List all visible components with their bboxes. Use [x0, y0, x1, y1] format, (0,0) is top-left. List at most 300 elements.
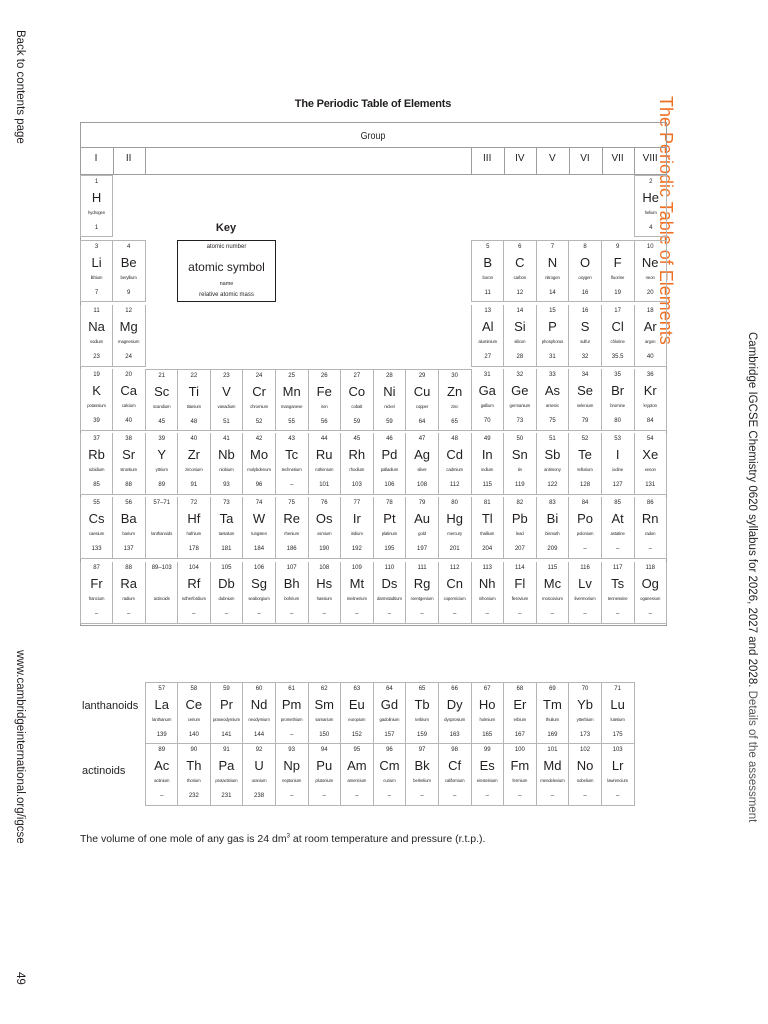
element-cell — [602, 369, 635, 431]
element-name: vanadium — [217, 404, 236, 409]
element-symbol: Zn — [447, 384, 463, 399]
element-symbol: La — [154, 697, 169, 712]
actinoids-label: actinoids — [82, 765, 126, 777]
relative-atomic-mass: 181 — [221, 546, 232, 552]
element-symbol: Rf — [187, 576, 201, 591]
relative-atomic-mass: 93 — [223, 482, 230, 488]
element-cell — [276, 562, 309, 624]
element-cell — [569, 369, 602, 431]
element-name: gallium — [480, 403, 494, 408]
element-symbol: Al — [481, 319, 494, 334]
element-symbol: Po — [577, 511, 593, 526]
element-name: chlorine — [610, 339, 625, 344]
element-name: americium — [347, 778, 367, 783]
atomic-number: 44 — [320, 436, 328, 442]
relative-atomic-mass: 27 — [484, 354, 492, 360]
element-symbol: Pd — [381, 447, 398, 462]
group-numeral: V — [549, 153, 556, 164]
element-symbol: Nd — [250, 697, 268, 712]
element-symbol: Hs — [316, 576, 333, 591]
element-name: caesium — [88, 531, 105, 536]
atomic-number: 18 — [646, 308, 654, 314]
element-name: tantalum — [218, 531, 235, 536]
element-symbol: Sr — [122, 447, 136, 462]
element-name: rubidium — [88, 467, 105, 472]
element-name: germanium — [509, 403, 531, 408]
relative-atomic-mass: 73 — [516, 418, 524, 424]
relative-atomic-mass: 157 — [384, 732, 395, 738]
element-name: carbon — [513, 275, 527, 280]
element-name: tungsten — [251, 531, 267, 536]
relative-atomic-mass: 108 — [417, 482, 428, 488]
element-cell — [276, 497, 309, 559]
element-name: cadmium — [446, 467, 463, 472]
element-name: ruthenium — [315, 467, 334, 472]
atomic-number: 22 — [190, 373, 198, 379]
element-name: francium — [88, 596, 105, 601]
element-name: silver — [417, 467, 427, 472]
atomic-number: 29 — [418, 373, 426, 379]
element-symbol: Cs — [88, 511, 105, 526]
element-symbol: Ac — [154, 758, 170, 773]
element-cell — [504, 497, 537, 559]
relative-atomic-mass: 59 — [386, 419, 393, 425]
atomic-number: 107 — [286, 565, 297, 571]
relative-atomic-mass: 167 — [514, 732, 525, 738]
atomic-number: 87 — [93, 565, 100, 571]
relative-atomic-mass: – — [420, 611, 424, 617]
relative-atomic-mass: – — [355, 793, 359, 799]
element-name: terbium — [415, 717, 429, 722]
element-symbol: Lr — [611, 758, 624, 773]
element-cell — [602, 744, 635, 806]
element-name: chromium — [250, 404, 269, 409]
atomic-number: 56 — [125, 500, 132, 506]
relative-atomic-mass: – — [550, 611, 555, 617]
relative-atomic-mass: 96 — [255, 482, 263, 488]
atomic-number: 83 — [549, 500, 556, 506]
relative-atomic-mass: – — [648, 546, 652, 552]
relative-atomic-mass: 12 — [516, 290, 524, 296]
atomic-number: 17 — [614, 308, 621, 314]
element-name: darmstadtium — [377, 596, 402, 601]
key-heading: Key — [215, 222, 237, 234]
atomic-number: 58 — [190, 686, 198, 692]
element-symbol: Yb — [577, 697, 593, 712]
syllabus-running-header — [746, 332, 758, 822]
relative-atomic-mass: – — [289, 611, 294, 617]
element-name: iron — [320, 404, 328, 409]
element-name: cobalt — [351, 404, 363, 409]
element-cell — [536, 682, 569, 744]
element-symbol: Rn — [641, 511, 659, 526]
element-cell — [471, 240, 504, 302]
element-cell — [145, 433, 178, 495]
numeral-divider — [536, 147, 537, 174]
running-section: Details of the assessment — [746, 690, 758, 823]
element-cell — [373, 562, 406, 624]
element-symbol: Cm — [379, 758, 400, 773]
element-symbol: Br — [611, 383, 625, 398]
element-symbol: Sg — [251, 576, 267, 591]
element-name: lawrencium — [607, 778, 628, 783]
atomic-number: 52 — [581, 436, 589, 442]
element-name: actinium — [154, 778, 170, 783]
element-name: rhodium — [349, 467, 365, 472]
element-symbol: Tl — [481, 511, 493, 526]
element-name: beryllium — [120, 275, 137, 280]
element-name: plutonium — [315, 778, 334, 783]
element-cell — [145, 682, 178, 744]
element-cell — [471, 497, 504, 559]
element-name: neodymium — [248, 717, 270, 722]
relative-atomic-mass: 184 — [254, 546, 265, 552]
relative-atomic-mass: 23 — [93, 354, 100, 360]
atomic-number: 12 — [125, 308, 132, 314]
element-name: magnesium — [117, 339, 140, 344]
relative-atomic-mass: 163 — [449, 732, 460, 738]
numeral-divider — [602, 147, 603, 174]
element-symbol: Au — [414, 511, 430, 526]
relative-atomic-mass: 52 — [255, 419, 263, 425]
element-symbol: Bi — [546, 511, 559, 526]
atomic-number: 31 — [483, 372, 491, 378]
numeral-divider — [634, 147, 635, 174]
element-symbol: Cn — [446, 576, 463, 591]
element-name: praseodymium — [212, 717, 240, 722]
element-name: selenium — [576, 403, 594, 408]
relative-atomic-mass: 137 — [123, 546, 134, 552]
atomic-number: 86 — [646, 500, 654, 506]
element-symbol: Nb — [218, 447, 235, 462]
element-symbol: Te — [578, 447, 592, 462]
element-cell — [210, 433, 243, 495]
element-name: copernicium — [443, 596, 466, 601]
element-cell — [373, 369, 406, 431]
element-cell — [602, 562, 635, 624]
element-cell — [113, 369, 146, 431]
element-symbol: Ti — [188, 384, 200, 399]
relative-atomic-mass: – — [160, 793, 164, 799]
atomic-number: 69 — [549, 686, 556, 692]
element-name: palladium — [380, 467, 399, 472]
element-cell — [373, 497, 406, 559]
relative-atomic-mass: – — [485, 793, 489, 799]
element-name: scandium — [152, 404, 171, 409]
element-name: berkelium — [413, 778, 431, 783]
element-cell — [113, 305, 146, 367]
element-name: ytterbium — [576, 717, 594, 722]
element-cell — [569, 240, 602, 302]
footnote-text-after: at room temperature and pressure (r.t.p.). — [289, 833, 486, 845]
atomic-number: 85 — [614, 500, 621, 506]
element-symbol: I — [615, 447, 620, 462]
element-name: dysprosium — [444, 717, 466, 722]
relative-atomic-mass: – — [615, 546, 620, 552]
element-cell — [504, 433, 537, 495]
element-symbol: Cd — [446, 447, 463, 462]
relative-atomic-mass: 55 — [288, 419, 295, 425]
element-name: samarium — [315, 717, 334, 722]
element-cell — [80, 369, 113, 431]
element-cell — [276, 433, 309, 495]
relative-atomic-mass: 152 — [351, 732, 362, 738]
atomic-number: 26 — [320, 373, 328, 379]
element-symbol: Co — [348, 384, 366, 399]
element-name: silicon — [514, 339, 526, 344]
atomic-number: 50 — [516, 436, 524, 442]
relative-atomic-mass: 48 — [190, 419, 198, 425]
element-name: californium — [444, 778, 465, 783]
atomic-number: 79 — [418, 500, 426, 506]
group-header: Group — [360, 130, 386, 142]
element-symbol: At — [611, 511, 624, 526]
element-symbol: Kr — [643, 383, 657, 398]
element-cell — [210, 562, 243, 624]
element-symbol: Ho — [478, 697, 496, 712]
back-to-contents-link[interactable]: Back to contents page — [14, 30, 26, 144]
atomic-number: 81 — [483, 500, 491, 506]
element-cell — [504, 240, 537, 302]
relative-atomic-mass: 28 — [516, 354, 524, 360]
element-cell — [243, 682, 276, 744]
relative-atomic-mass: 85 — [93, 482, 100, 488]
element-cell — [373, 433, 406, 495]
numeral-divider — [504, 147, 505, 174]
element-symbol: C — [515, 255, 525, 270]
relative-atomic-mass: 209 — [547, 546, 558, 552]
element-name: tin — [517, 467, 522, 472]
element-cell — [569, 305, 602, 367]
relative-atomic-mass: – — [550, 793, 555, 799]
element-cell — [634, 433, 667, 495]
atomic-number: 88 — [125, 565, 132, 571]
element-name: nickel — [384, 404, 395, 409]
element-cell — [145, 744, 178, 806]
element-symbol: U — [254, 758, 264, 773]
element-cell — [341, 562, 374, 624]
atomic-number: 3 — [94, 244, 99, 250]
element-name: uranium — [251, 778, 267, 783]
page-number: 49 — [14, 972, 26, 985]
element-name: iodine — [612, 467, 624, 472]
element-cell — [504, 369, 537, 431]
element-symbol: Na — [88, 319, 105, 334]
element-cell — [504, 562, 537, 624]
element-symbol: Pm — [281, 697, 302, 712]
group-numeral: VIII — [642, 153, 658, 164]
element-cell — [569, 433, 602, 495]
relative-atomic-mass: 20 — [646, 290, 654, 296]
atomic-number: 67 — [483, 686, 491, 692]
relative-atomic-mass: – — [257, 611, 261, 617]
syllabus-name: Cambridge IGCSE Chemistry 0620 syllabus for 2026, 2027 and 2028. — [746, 332, 758, 688]
relative-atomic-mass: – — [485, 611, 489, 617]
element-cell — [536, 744, 569, 806]
element-name: antimony — [544, 467, 561, 472]
relative-atomic-mass: 7 — [94, 290, 99, 296]
relative-atomic-mass: 19 — [614, 290, 621, 296]
element-cell — [178, 744, 211, 806]
element-name: lithium — [90, 275, 103, 280]
element-symbol: Ru — [315, 447, 333, 462]
element-name: bohrium — [284, 596, 300, 601]
element-symbol: Xe — [642, 447, 659, 462]
relative-atomic-mass: 59 — [353, 419, 361, 425]
group-numeral: VII — [611, 153, 624, 164]
element-cell — [439, 433, 472, 495]
element-symbol: Pt — [383, 511, 396, 526]
element-cell — [569, 744, 602, 806]
numeral-divider — [113, 147, 114, 174]
element-name: actinoids — [153, 596, 170, 601]
element-cell — [504, 744, 537, 806]
element-name: cerium — [187, 717, 200, 722]
atomic-number: 93 — [288, 747, 295, 753]
atomic-number: 75 — [288, 500, 295, 506]
atomic-number: 76 — [320, 500, 328, 506]
relative-atomic-mass: – — [355, 611, 359, 617]
element-symbol: Se — [577, 383, 593, 398]
relative-atomic-mass: 88 — [125, 482, 132, 488]
atomic-number: 55 — [93, 500, 100, 506]
element-symbol: Rb — [88, 447, 105, 462]
element-cell — [602, 305, 635, 367]
element-cell — [341, 497, 374, 559]
atomic-number: 116 — [580, 565, 590, 571]
element-cell — [80, 433, 113, 495]
relative-atomic-mass: 159 — [417, 732, 428, 738]
element-name: bismuth — [545, 531, 560, 536]
element-name: flerovium — [511, 596, 529, 601]
element-symbol: No — [576, 758, 594, 773]
relative-atomic-mass: 197 — [417, 546, 428, 552]
website-link[interactable]: www.cambridgeinternational.org/igcse — [14, 650, 26, 844]
element-symbol: Sn — [511, 447, 528, 462]
element-name: polonium — [576, 531, 594, 536]
relative-atomic-mass: 115 — [482, 482, 493, 488]
relative-atomic-mass: 232 — [188, 793, 199, 799]
element-name: neon — [645, 275, 655, 280]
relative-atomic-mass: – — [648, 611, 652, 617]
element-cell — [536, 433, 569, 495]
atomic-number: 59 — [223, 686, 230, 692]
element-cell — [536, 497, 569, 559]
element-symbol: K — [92, 383, 101, 398]
element-name: seaborgium — [248, 596, 270, 601]
atomic-number: 57–71 — [153, 500, 171, 506]
element-symbol: P — [548, 319, 557, 334]
element-symbol: Pu — [316, 758, 333, 773]
element-cell — [569, 562, 602, 624]
element-name: roentgenium — [410, 596, 434, 601]
relative-atomic-mass: 141 — [221, 732, 232, 738]
relative-atomic-mass: 169 — [547, 732, 558, 738]
relative-atomic-mass: 35.5 — [611, 354, 624, 360]
element-cell — [210, 744, 243, 806]
atomic-number: 33 — [549, 372, 556, 378]
element-cell — [471, 305, 504, 367]
element-name: nihonium — [478, 596, 496, 601]
relative-atomic-mass: – — [289, 732, 294, 738]
relative-atomic-mass: 133 — [91, 546, 102, 552]
element-cell — [243, 562, 276, 624]
element-name: oganesson — [640, 596, 661, 601]
relative-atomic-mass: – — [387, 793, 392, 799]
atomic-number: 9 — [615, 244, 620, 250]
element-symbol: Tm — [543, 697, 562, 712]
element-name: boron — [482, 275, 493, 280]
element-name: curium — [383, 778, 396, 783]
numeral-divider — [569, 147, 570, 174]
atomic-number: 6 — [518, 244, 522, 250]
atomic-number: 21 — [158, 373, 166, 379]
element-name: gold — [418, 531, 426, 536]
atomic-number: 4 — [126, 244, 131, 250]
relative-atomic-mass: 128 — [580, 482, 591, 488]
atomic-number: 62 — [320, 686, 328, 692]
relative-atomic-mass: 51 — [223, 419, 230, 425]
element-name: yttrium — [155, 467, 168, 472]
element-cell — [439, 562, 472, 624]
element-symbol: He — [642, 190, 660, 205]
relative-atomic-mass: 89 — [158, 482, 166, 488]
relative-atomic-mass: – — [94, 611, 99, 617]
atomic-number: 118 — [645, 565, 656, 571]
element-cell — [113, 497, 146, 559]
element-name: osmium — [317, 531, 332, 536]
atomic-number: 71 — [614, 686, 621, 692]
atomic-number: 57 — [158, 686, 166, 692]
element-symbol: Th — [186, 758, 202, 773]
relative-atomic-mass: 231 — [221, 793, 232, 799]
relative-atomic-mass: 79 — [581, 418, 589, 424]
element-cell — [439, 497, 472, 559]
element-cell — [406, 497, 439, 559]
element-symbol: Ce — [185, 697, 203, 712]
element-symbol: Ts — [611, 576, 625, 591]
relative-atomic-mass: 65 — [451, 419, 458, 425]
element-name: barium — [122, 531, 135, 536]
relative-atomic-mass: 9 — [126, 290, 131, 296]
element-name: tennessine — [607, 596, 628, 601]
element-cell — [341, 744, 374, 806]
element-name: zinc — [451, 404, 459, 409]
element-name: thulium — [545, 717, 560, 722]
element-cell — [113, 240, 146, 302]
element-cell — [113, 433, 146, 495]
atomic-number: 40 — [190, 436, 198, 442]
relative-atomic-mass: 45 — [158, 419, 166, 425]
element-symbol: Ni — [383, 384, 396, 399]
element-symbol: Db — [218, 576, 235, 591]
element-name: zirconium — [185, 467, 203, 472]
element-name: rhenium — [284, 531, 300, 536]
element-cell — [341, 433, 374, 495]
atomic-number: 94 — [320, 747, 328, 753]
relative-atomic-mass: 4 — [649, 225, 653, 231]
element-cell — [634, 369, 667, 431]
element-cell — [80, 175, 113, 237]
element-symbol: Mt — [349, 576, 365, 591]
key-name: name — [219, 281, 234, 287]
atomic-number: 13 — [484, 308, 492, 314]
atomic-number: 1 — [94, 179, 99, 185]
element-symbol: In — [481, 447, 493, 462]
relative-atomic-mass: 140 — [188, 732, 199, 738]
atomic-number: 43 — [288, 436, 295, 442]
key-box — [177, 240, 276, 302]
